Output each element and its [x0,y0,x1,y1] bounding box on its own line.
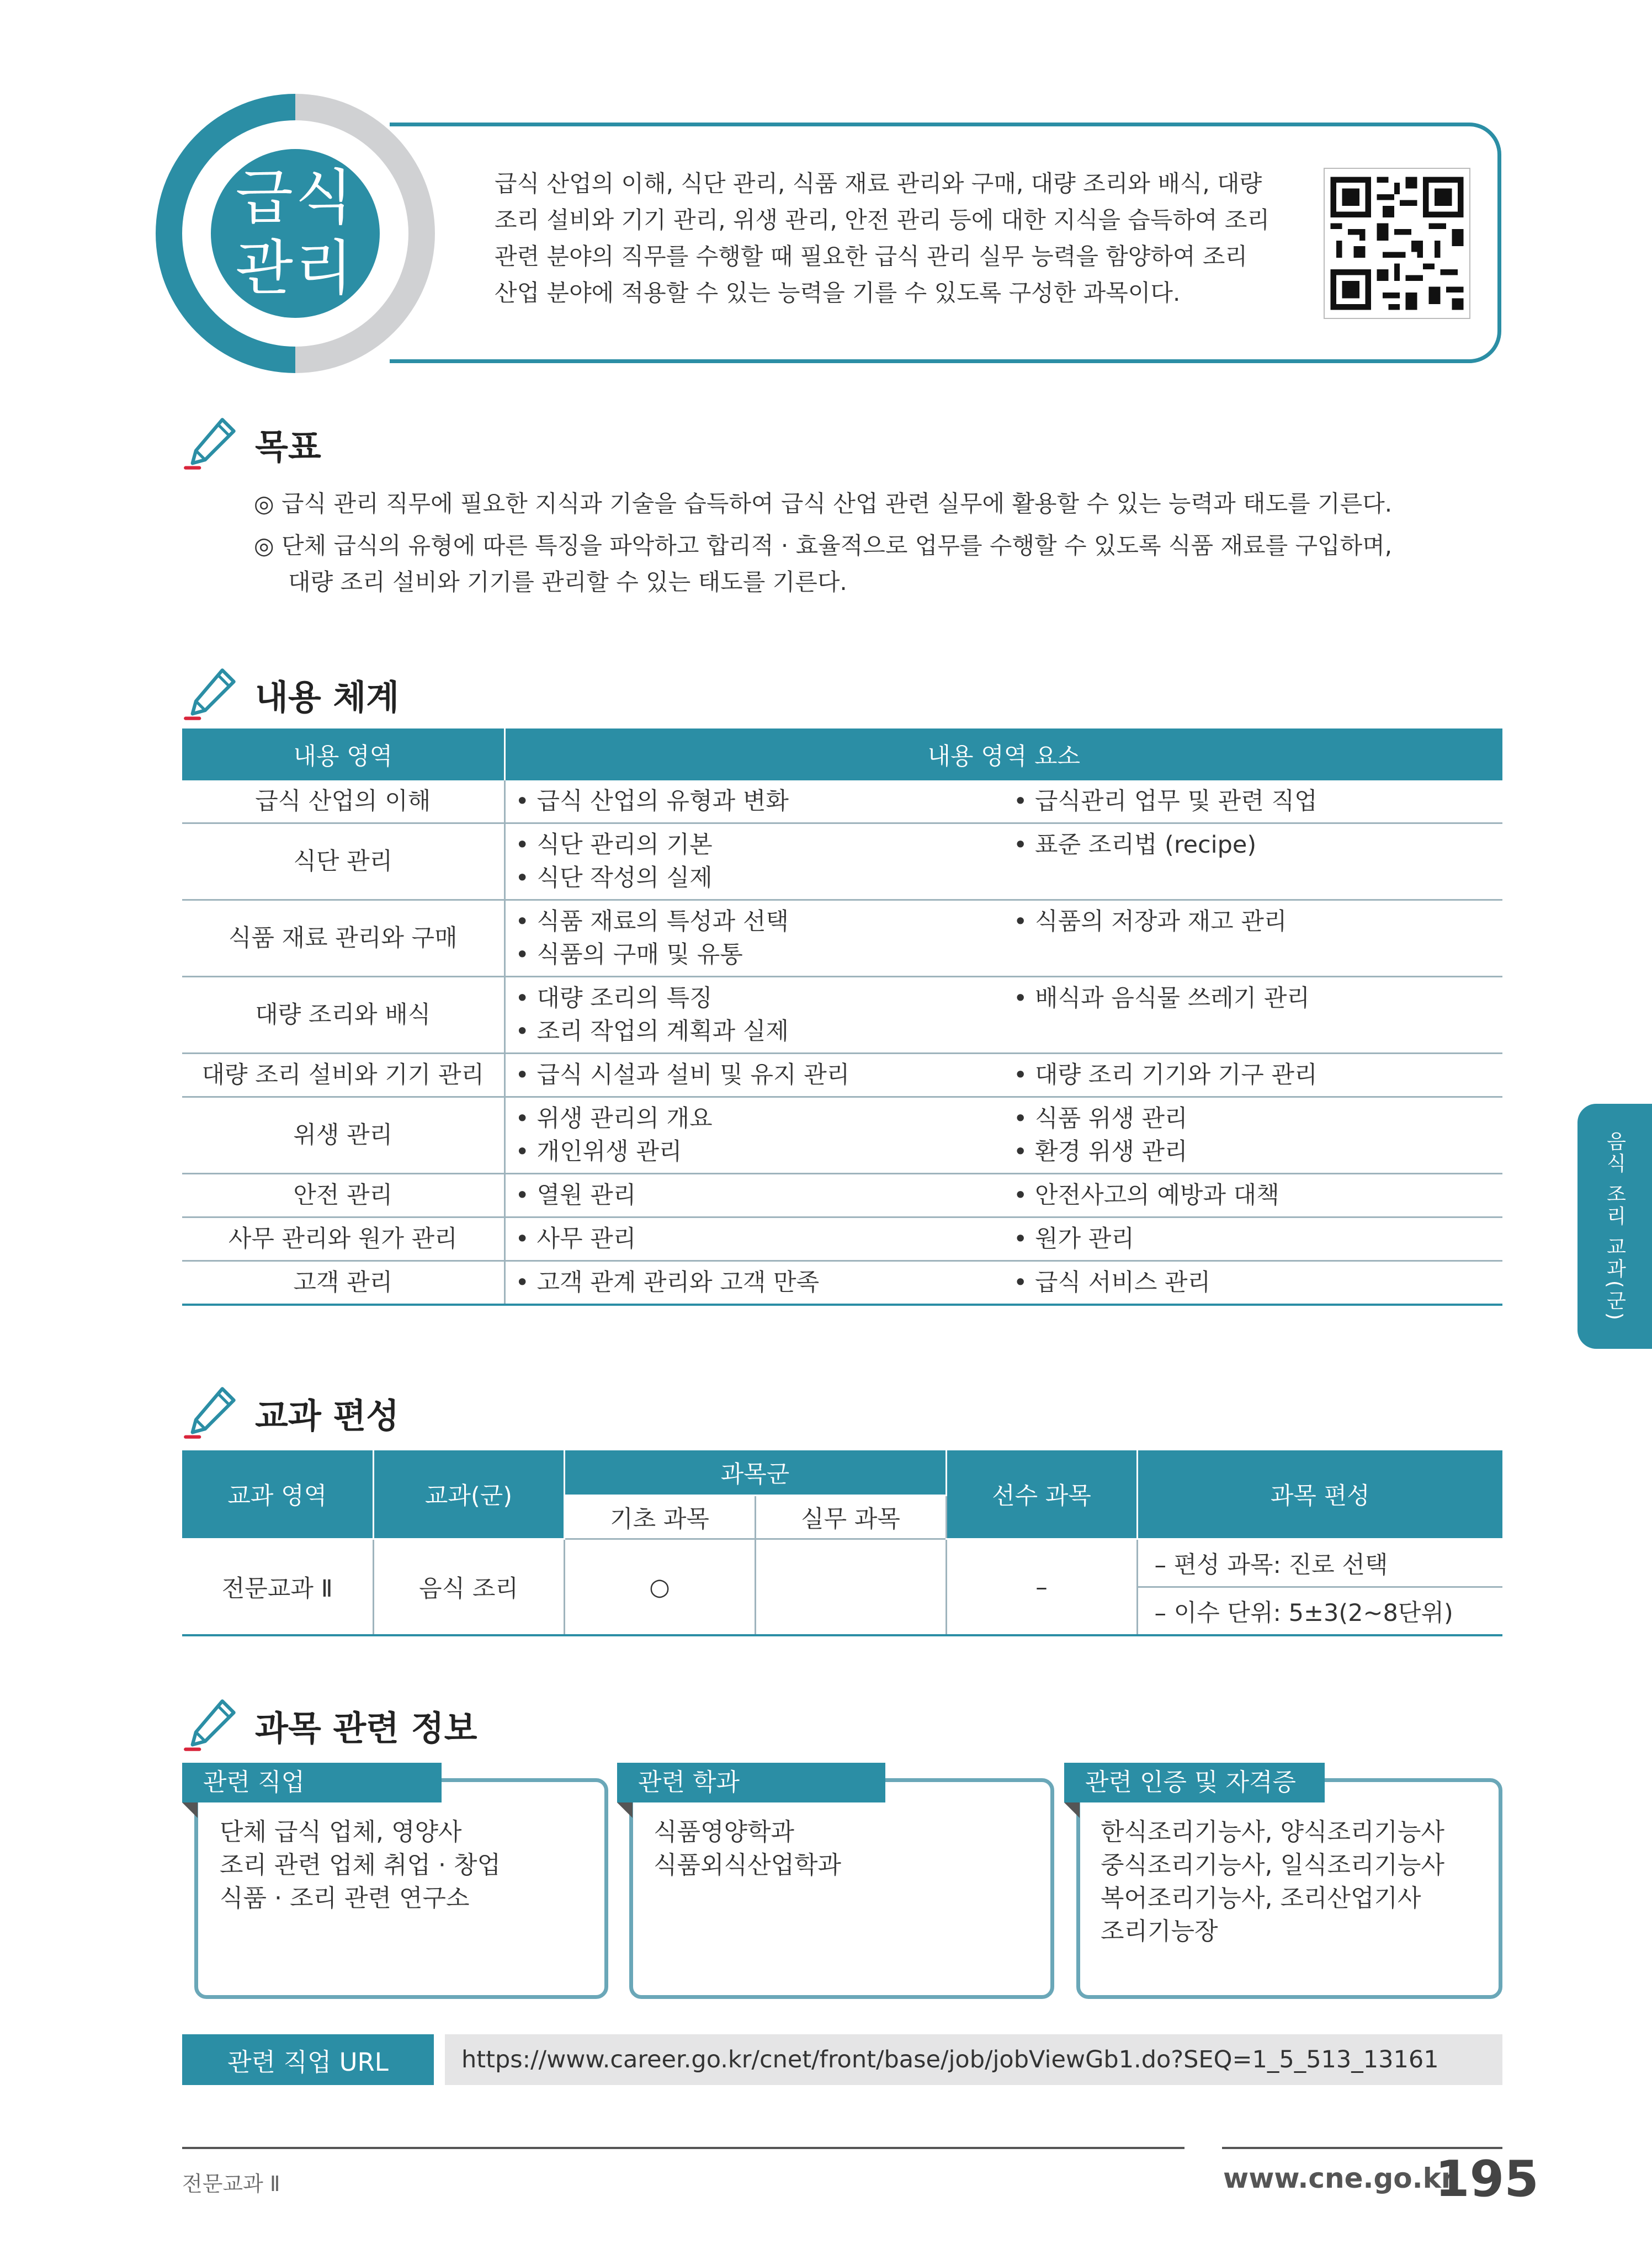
footer-divider [1222,2147,1502,2149]
element-item: • 대량 조리 기기와 기구 관리 [1013,1061,1318,1089]
content-element [1003,780,1502,823]
list-item: 단체 급식 업체, 영양사 [220,1818,462,1846]
section-info-title: 과목 관련 정보 [255,1708,477,1748]
table-row [182,780,1502,823]
content-element [1003,823,1502,900]
content-element [1003,1097,1502,1174]
footer-site-link[interactable]: www.cne.go.kr [1223,2162,1455,2194]
element-item: • 급식관리 업무 및 관련 직업 [1013,788,1318,815]
intro-line: 산업 분야에 적용할 수 있는 능력을 기를 수 있도록 구성한 과목이다. [495,279,1181,306]
list-item: 조리 관련 업체 취업 · 창업 [220,1851,501,1879]
intro-text [495,166,1289,311]
col-header-practical: 실무 과목 [755,1496,946,1539]
content-table [182,728,1502,1306]
cell-composition-1: – 편성 과목: 진로 선택 [1137,1539,1502,1587]
table-row [182,1054,1502,1097]
content-element [504,780,1003,823]
tag-fold [1064,1802,1080,1818]
table-row [182,1261,1502,1305]
pencil-icon [182,415,240,472]
col-header-basic: 기초 과목 [564,1496,755,1539]
cell-area: 전문교과 Ⅱ [182,1539,373,1636]
pencil-icon [182,1697,240,1754]
element-item: • 식품 재료의 특성과 선택 [515,908,789,935]
content-element [1003,1174,1502,1217]
col-header-subject: 교과(군) [373,1450,564,1539]
cell-subject: 음식 조리 [373,1539,564,1636]
section-curriculum-title: 교과 편성 [255,1395,400,1436]
content-element [1003,900,1502,977]
content-element [1003,1217,1502,1261]
table-row [182,977,1502,1054]
content-element [504,1054,1003,1097]
content-element [504,1174,1003,1217]
info-list-jobs [220,1816,501,1915]
content-area: 사무 관리와 원가 관리 [182,1217,504,1261]
content-element [504,823,1003,900]
intro-line: 조리 설비와 기기 관리, 위생 관리, 안전 관리 등에 대한 지식을 습득하여 조리 [495,206,1270,233]
url-label: 관련 직업 URL [182,2034,434,2085]
table-row [182,1217,1502,1261]
cell-basic: ○ [564,1539,755,1636]
table-row [182,1097,1502,1174]
content-element [504,1097,1003,1174]
pencil-icon [182,666,240,723]
list-item: 식품영양학과 [654,1818,795,1846]
section-curriculum-heading [182,1384,399,1442]
content-element [1003,977,1502,1054]
list-item: 한식조리기능사, 양식조리기능사 [1101,1818,1445,1846]
content-element [1003,1261,1502,1305]
col-header-area: 교과 영역 [182,1450,373,1539]
subject-badge [211,149,380,318]
badge-line1: 급식 [235,163,355,232]
goal-item: ◎ 단체 급식의 유형에 따른 특징을 파악하고 합리적 · 효율적으로 업무를 수행할 수 있도록 식품 재료를 구입하며, [254,532,1393,559]
content-area: 대량 조리 설비와 기기 관리 [182,1054,504,1097]
cell-practical [755,1539,946,1636]
list-item: 조리기능장 [1101,1917,1218,1945]
footer-subject: 전문교과 Ⅱ [182,2172,280,2196]
cell-composition-2: – 이수 단위: 5±3(2~8단위) [1137,1587,1502,1636]
element-item: • 식단 작성의 실제 [515,864,713,892]
element-item: • 급식 산업의 유형과 변화 [515,788,789,815]
intro-line: 급식 산업의 이해, 식단 관리, 식품 재료 관리와 구매, 대량 조리와 배식, 대량 [495,170,1262,197]
element-item: • 식품의 구매 및 유통 [515,941,743,969]
element-item: • 조리 작업의 계획과 실제 [515,1018,789,1045]
element-item: • 고객 관계 관리와 고객 만족 [515,1269,820,1296]
col-header-group: 과목군 [564,1450,946,1496]
info-box-departments [629,1778,1054,1999]
element-item: • 식단 관리의 기본 [515,831,713,859]
info-list-departments [654,1816,841,1882]
info-list-certificates [1101,1816,1444,1948]
element-item: • 안전사고의 예방과 대책 [1013,1182,1279,1209]
page-number: 195 [1435,2150,1539,2208]
element-item: • 표준 조리법 (recipe) [1013,831,1257,859]
table-row [182,823,1502,900]
list-item: 복어조리기능사, 조리산업기사 [1101,1884,1421,1912]
info-tag-jobs: 관련 직업 [182,1763,442,1802]
list-item: 식품외식산업학과 [654,1851,842,1879]
tag-fold [182,1802,198,1818]
content-area: 식품 재료 관리와 구매 [182,900,504,977]
content-element [1003,1054,1502,1097]
col-header-prereq: 선수 과목 [946,1450,1137,1539]
job-url-link[interactable]: https://www.career.go.kr/cnet/front/base/job/jobViewGb1.do?SEQ=1_5_513_13161 [445,2034,1502,2085]
content-area: 급식 산업의 이해 [182,780,504,823]
element-item: • 위생 관리의 개요 [515,1105,713,1132]
element-item: • 열원 관리 [515,1182,636,1209]
content-element [504,1217,1003,1261]
list-item: 중식조리기능사, 일식조리기능사 [1101,1851,1445,1879]
content-element [504,977,1003,1054]
info-tag-departments: 관련 학과 [617,1763,885,1802]
table-row [182,900,1502,977]
section-info-heading [182,1697,477,1754]
content-element [504,1261,1003,1305]
element-item: • 식품 위생 관리 [1013,1105,1188,1132]
element-item: • 사무 관리 [515,1225,636,1253]
curriculum-table [182,1450,1502,1636]
content-area: 고객 관리 [182,1261,504,1305]
element-item: • 환경 위생 관리 [1013,1138,1188,1166]
list-item: 식품 · 조리 관련 연구소 [220,1884,470,1912]
content-element [504,900,1003,977]
element-item: • 식품의 저장과 재고 관리 [1013,908,1287,935]
element-item: • 원가 관리 [1013,1225,1134,1253]
content-area: 식단 관리 [182,823,504,900]
cell-prereq: – [946,1539,1137,1636]
table-row [182,1174,1502,1217]
section-content-heading [182,666,399,723]
section-goals-title: 목표 [255,426,321,467]
col-header-composition: 과목 편성 [1137,1450,1502,1539]
side-tab-label: 음식 조리 교과(군) [1603,1130,1626,1322]
goal-item-continued: 대량 조리 설비와 기기를 관리할 수 있는 태도를 기른다. [288,568,847,595]
table-row [182,1539,1502,1587]
element-item: • 급식 시설과 설비 및 유지 관리 [515,1061,850,1089]
goal-item: ◎ 급식 관리 직무에 필요한 지식과 기술을 습득하여 급식 산업 관련 실무에 활용할 수 있는 능력과 태도를 기른다. [254,490,1393,517]
element-item: • 급식 서비스 관리 [1013,1269,1211,1296]
col-header-elements: 내용 영역 요소 [504,728,1502,780]
pencil-icon [182,1384,240,1442]
content-area: 위생 관리 [182,1097,504,1174]
content-area: 대량 조리와 배식 [182,977,504,1054]
intro-line: 관련 분야의 직무를 수행할 때 필요한 급식 관리 실무 능력을 함양하여 조리 [495,243,1248,270]
section-goals-heading [182,415,321,472]
footer-divider [182,2147,1184,2149]
info-tag-certificates: 관련 인증 및 자격증 [1064,1763,1325,1802]
col-header-area: 내용 영역 [182,728,504,780]
qr-code-icon[interactable] [1324,168,1470,319]
element-item: • 대량 조리의 특징 [515,985,713,1012]
content-area: 안전 관리 [182,1174,504,1217]
element-item: • 개인위생 관리 [515,1138,682,1166]
tag-fold [617,1802,633,1818]
element-item: • 배식과 음식물 쓰레기 관리 [1013,985,1310,1012]
section-content-title: 내용 체계 [255,677,400,717]
badge-line2: 관리 [235,234,355,303]
